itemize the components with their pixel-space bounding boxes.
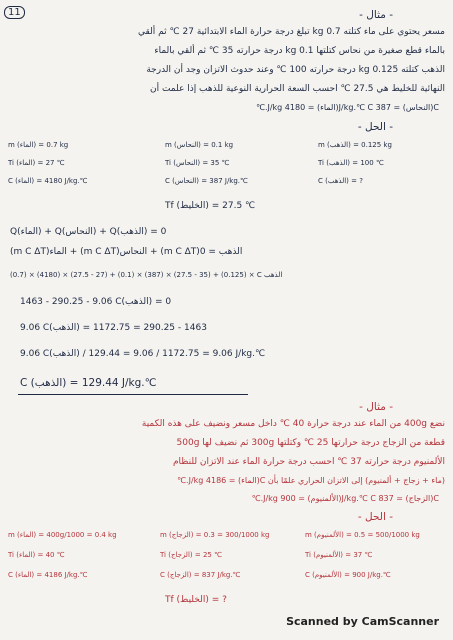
ex2-glass-mass: m (الزجاج) = 300/1000 = 0.3 kg: [160, 531, 270, 539]
ex1-step-3: (0.7) × (4180) × (27.5 - 27) + (0.1) × (387) × (27.5 - 35) + (0.125) × C الذهب: [10, 271, 283, 279]
ex1-problem-line-1: مسعر يحتوي على ماء كتلته 0.7 kg تبلغ درجة حرارة الماء الابتدائية 27 ℃ ثم ألقي: [138, 27, 445, 37]
ex1-gold-mass: m (الذهب) = 0.125 kg: [318, 141, 392, 149]
ex2-water-mass: m (الماء) = 400g/1000 = 0.4 kg: [8, 531, 117, 539]
ex2-aluminum-c: C (الألمنيوم) = 900 J/kg.℃: [305, 571, 391, 579]
ex2-problem-line-1: نضع 400g من الماء عند درجة حرارة 40 ℃ داخل مسعر ونضيف على هذه الكمية: [141, 419, 445, 429]
ex2-problem-line-3: الألمنيوم درجة حرارته 37 ℃ احسب درجة حرارة الماء عند الاتزان للنظام: [172, 457, 445, 467]
ex1-step-6: 9.06 C(الذهب) / 9.06 = 1172.75 / 9.06 = 129.44 J/kg.℃: [20, 349, 266, 359]
ex1-step-5: 9.06 C(الذهب) = 1463 - 290.25 = 1172.75: [20, 323, 207, 333]
ex2-problem-line-5: C(الزجاج) = 837 J/kg.℃ C(الألمنيوم) = 900 J/kg.℃: [251, 494, 439, 503]
ex2-final-temp: Tf (الخليط) = ?: [165, 595, 227, 605]
ex1-water-c: C (الماء) = 4180 J/kg.℃: [8, 177, 88, 185]
ex1-water-mass: m (الماء) = 0.7 kg: [8, 141, 69, 149]
ex1-water-temp: Ti (الماء) = 27 ℃: [8, 159, 65, 167]
ex1-problem-line-4: النهائية للخليط هي 27.5 ℃ احسب السعة الحرارية النوعية للذهب إذا علمت أن: [149, 84, 445, 94]
ex1-copper-mass: m (النحاس) = 0.1 kg: [165, 141, 234, 149]
ex1-step-1: Q(الماء) + Q(النحاس) + Q(الذهب) = 0: [10, 227, 167, 237]
ex1-gold-temp: Ti (الذهب) = 100 ℃: [318, 159, 384, 167]
ex1-gold-c: C (الذهب) = ?: [318, 177, 363, 185]
result-underline: [18, 394, 248, 395]
ex1-step-2: (m C ΔT)الماء + (m C ΔT)النحاس + (m C ΔT)الذهب = 0: [10, 247, 243, 257]
ex1-given-values: C(النحاس) = 387 J/kg.℃ C(الماء) = 4180 J/kg.℃: [255, 103, 439, 112]
ex2-problem-line-2: قطعة من الزجاج درجة حرارتها 25 ℃ وكتلتها 300g ثم نضيف لها 500g: [176, 438, 445, 448]
ex1-copper-temp: Ti (النحاس) = 35 ℃: [165, 159, 230, 167]
ex1-solution-label: - الحل -: [357, 121, 393, 133]
example1-heading: - مثال -: [359, 9, 393, 21]
page-number: 11: [4, 6, 25, 19]
ex2-water-c: C (الماء) = 4186 J/kg.℃: [8, 571, 88, 579]
ex2-solution-label: - الحل -: [357, 511, 393, 523]
ex1-copper-c: C (النحاس) = 387 J/kg.℃: [165, 177, 248, 185]
ex2-glass-c: C (الزجاج) = 837 J/kg.℃: [160, 571, 241, 579]
ex2-glass-temp: Ti (الزجاج) = 25 ℃: [160, 551, 222, 559]
ex1-final-temp: Tf (الخليط) = 27.5 ℃: [165, 201, 256, 211]
ex2-water-temp: Ti (الماء) = 40 ℃: [8, 551, 65, 559]
ex2-problem-line-4: (ماء + زجاج + ألمنيوم) إلى الاتزان الحراري علمًا بأن C(الماء) = 4186 J/kg.℃: [177, 476, 445, 485]
example2-heading: - مثال -: [359, 401, 393, 413]
ex1-result: C (الذهب) = 129.44 J/kg.℃: [20, 377, 157, 389]
ex2-aluminum-temp: Ti (الألمنيوم) = 37 ℃: [305, 551, 373, 559]
ex1-problem-line-3: الذهب كتلته 0.125 kg درجة حرارته 100 ℃ وعند حدوث الاتزان وجد أن الدرجة: [146, 65, 445, 75]
ex2-aluminum-mass: m (الألمنيوم) = 500/1000 = 0.5 kg: [305, 531, 420, 539]
ex1-problem-line-2: بالماء قطع صغيرة من نحاس كتلتها 0.1 kg درجة حرارته 35 ℃ ثم ألقي بالماء: [154, 46, 445, 56]
scanner-watermark: Scanned by CamScanner: [286, 615, 439, 628]
ex1-step-4: 1463 - 290.25 - 9.06 C(الذهب) = 0: [20, 297, 172, 307]
